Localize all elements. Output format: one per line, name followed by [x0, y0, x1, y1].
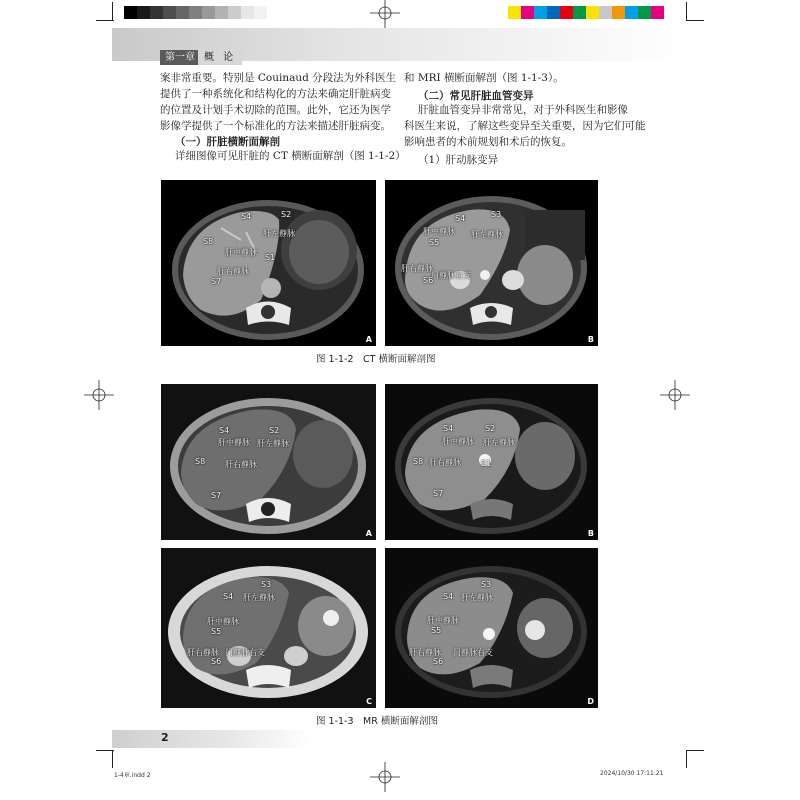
chapter-label: 第一章: [160, 50, 200, 65]
registration-mark-right: [660, 380, 690, 410]
heading-liver-cross-section: （一）肝脏横断面解剖: [175, 136, 280, 148]
scan-label: S5: [431, 626, 442, 635]
grayscale-bar: [124, 6, 280, 19]
scan-label: S7: [433, 489, 444, 498]
mr-figure-caption: 图 1-1-3 MR 横断面解剖图: [316, 716, 438, 727]
scan-label: S6: [423, 276, 434, 285]
scan-label: S1: [481, 459, 492, 468]
color-swatch: [560, 6, 573, 19]
scan-label: S8: [203, 237, 214, 246]
color-swatch: [599, 6, 612, 19]
registration-mark-bottom: [370, 762, 400, 792]
registration-mark-left: [84, 380, 114, 410]
mr-scan-panel-c: [161, 548, 376, 708]
color-swatch: [254, 6, 267, 19]
color-swatch: [163, 6, 176, 19]
paragraph-mri-reference: 和 MRI 横断面解剖（图 1-1-3）。: [404, 72, 564, 84]
scan-label: 肝左静脉: [471, 230, 503, 239]
text-line: 案非常重要。特别是 Couinaud 分段法为外科医生: [160, 72, 397, 84]
scan-label: S4: [219, 426, 230, 435]
text-line: 影像学提供了一个标准化的方法来描述肝脏病变。: [160, 120, 391, 132]
page-number-band: [112, 730, 312, 748]
scan-label: 门静脉右支: [431, 271, 471, 280]
mr-scan-panel-a: [161, 384, 376, 540]
color-swatch: [612, 6, 625, 19]
mr-scan-panel-d: [385, 548, 598, 708]
scan-label: S4: [241, 212, 252, 221]
color-bar: [508, 6, 664, 19]
color-swatch: [586, 6, 599, 19]
text-line: 的位置及计划手术切除的范围。此外，它还为医学: [160, 104, 391, 116]
print-timestamp: 2024/10/30 17:11:21: [600, 770, 664, 777]
scan-label: S3: [491, 210, 502, 219]
chapter-title: 概 论: [198, 50, 242, 65]
registration-mark-top: [370, 0, 400, 28]
text-line: 提供了一种系统化和结构化的方法来确定肝脏病变: [160, 88, 391, 100]
panel-letter: A: [365, 529, 372, 538]
scan-label: S6: [433, 657, 444, 666]
scan-label: S2: [269, 426, 280, 435]
scan-label: S5: [429, 238, 440, 247]
scan-label: S1: [265, 253, 276, 262]
ct-figure-caption: 图 1-1-2 CT 横断面解剖图: [316, 354, 436, 365]
file-info: 1-4章.indd 2: [114, 772, 151, 779]
color-swatch: [202, 6, 215, 19]
scan-label: 门静脉右支: [225, 648, 265, 657]
color-swatch: [137, 6, 150, 19]
panel-letter: B: [587, 529, 594, 538]
scan-label: 肝中静脉: [218, 438, 250, 447]
scan-label: 肝左静脉: [257, 439, 289, 448]
panel-letter: D: [587, 697, 594, 706]
color-swatch: [176, 6, 189, 19]
color-swatch: [508, 6, 521, 19]
scan-label: 肝右静脉: [225, 460, 257, 469]
scan-label: S4: [443, 424, 454, 433]
color-swatch: [267, 6, 280, 19]
paragraph-ct-reference: 详细图像可见肝脏的 CT 横断面解剖（图 1-1-2）: [175, 150, 406, 162]
color-swatch: [521, 6, 534, 19]
scan-label: S2: [485, 424, 496, 433]
scan-label: 肝左静脉: [483, 438, 515, 447]
scan-label: S3: [481, 580, 492, 589]
scan-label: 肝左静脉: [243, 593, 275, 602]
panel-letter: A: [365, 335, 372, 344]
scan-label: S2: [281, 210, 292, 219]
color-swatch: [241, 6, 254, 19]
scan-label: S6: [211, 657, 222, 666]
scan-label: S8: [413, 457, 424, 466]
ct-scan-panel-b: [385, 180, 598, 346]
scan-label: S4: [223, 592, 234, 601]
scan-label: 肝中静脉: [442, 437, 474, 446]
scan-label: S5: [211, 627, 222, 636]
color-swatch: [228, 6, 241, 19]
color-swatch: [534, 6, 547, 19]
panel-letter: B: [587, 335, 594, 344]
color-swatch: [189, 6, 202, 19]
scan-label: 肝中静脉: [225, 248, 257, 257]
scan-label: 肝中静脉: [423, 227, 455, 236]
scan-label: S7: [211, 491, 222, 500]
mr-scan-panel-b: [385, 384, 598, 540]
scan-label: 肝中静脉: [427, 616, 459, 625]
scan-label: S3: [261, 580, 272, 589]
scan-label: 门静脉右支: [453, 648, 493, 657]
scan-label: 肝右静脉: [409, 648, 441, 657]
paragraph-couinaud: [160, 70, 397, 134]
scan-label: 肝中静脉: [207, 617, 239, 626]
scan-label: S4: [455, 214, 466, 223]
color-swatch: [573, 6, 586, 19]
scan-label: S7: [211, 277, 222, 286]
scan-label: 肝右静脉: [217, 267, 249, 276]
panel-letter: C: [366, 697, 372, 706]
color-swatch: [651, 6, 664, 19]
scan-label: 肝右静脉: [401, 264, 433, 273]
ct-scan-panel-a: [161, 180, 376, 346]
scan-label: 肝右静脉: [187, 648, 219, 657]
color-swatch: [638, 6, 651, 19]
color-swatch: [215, 6, 228, 19]
color-swatch: [625, 6, 638, 19]
scan-label: S8: [195, 457, 206, 466]
page-number: 2: [161, 731, 169, 744]
scan-label: 肝左静脉: [263, 229, 295, 238]
subheading-hepatic-artery: （1）肝动脉变异: [418, 154, 499, 166]
scan-label: 肝左静脉: [461, 593, 493, 602]
color-swatch: [150, 6, 163, 19]
heading-vascular-variants: （二）常见肝脏血管变异: [418, 90, 534, 102]
color-swatch: [124, 6, 137, 19]
scan-label: 肝右静脉: [429, 458, 461, 467]
scan-label: S4: [443, 592, 454, 601]
color-swatch: [547, 6, 560, 19]
paragraph-vascular-variants: 肝脏血管变异非常常见，对于外科医生和影像 科医生来说，了解这些变异至关重要，因为它们可能 影响患者的术前规划和术后的恢复。: [404, 104, 646, 148]
